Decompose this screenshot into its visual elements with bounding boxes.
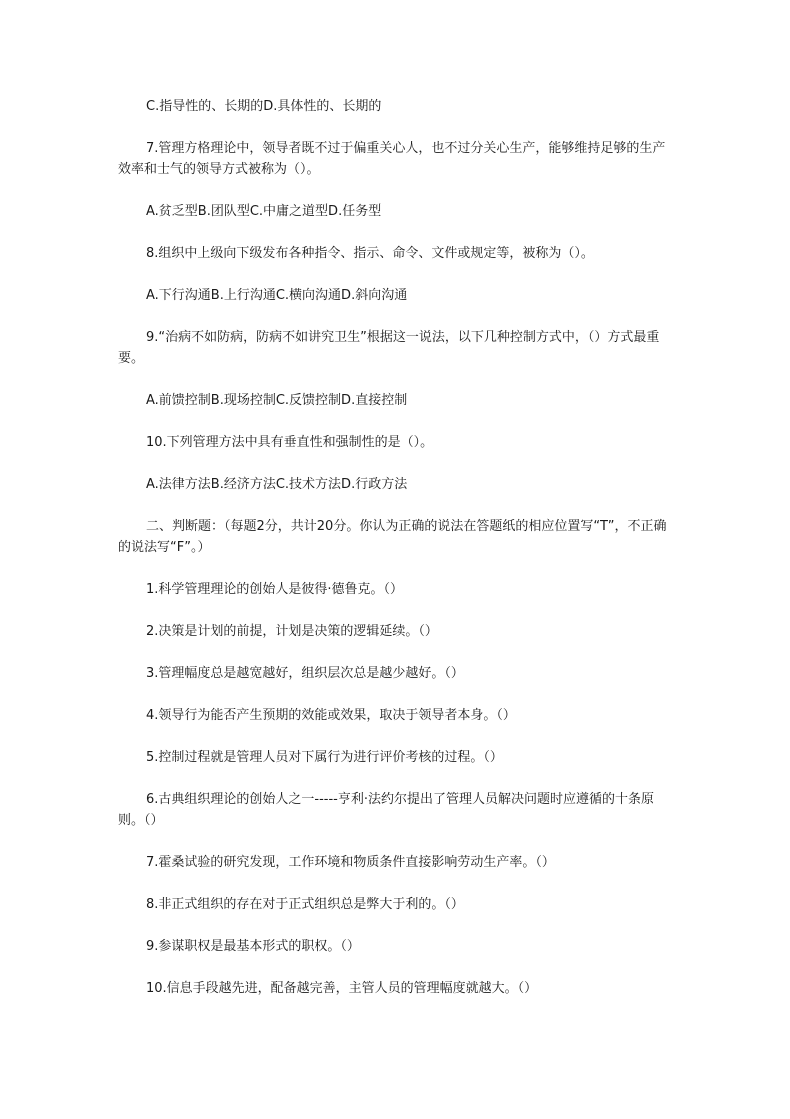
tf-question-7: 7.霍桑试验的研究发现，工作环境和物质条件直接影响劳动生产率。（） — [146, 855, 555, 870]
tf-question-10: 10.信息手段越先进，配备越完善，主管人员的管理幅度就越大。（） — [146, 981, 538, 996]
section-heading-true-false: 二、判断题：（每题2分，共计20分。你认为正确的说法在答题纸的相应位置写“T”，不正确的说法写“F”。） — [118, 519, 667, 555]
question-7: 7.管理方格理论中，领导者既不过于偏重关心人，也不过分关心生产，能够维持足够的生产效率和士气的领导方式被称为（）。 — [118, 141, 666, 177]
question-8: 8.组织中上级向下级发布各种指令、指示、命令、文件或规定等，被称为（）。 — [146, 246, 594, 261]
tf-question-6: 6.古典组织理论的创始人之一-----亨利·法约尔提出了管理人员解决问题时应遵循的十条原则。（） — [118, 792, 654, 828]
tf-question-9: 9.参谋职权是最基本形式的职权。（） — [146, 939, 360, 954]
tf-question-4: 4.领导行为能否产生预期的效能或效果，取决于领导者本身。（） — [146, 708, 516, 723]
options-9: A.前馈控制B.现场控制C.反馈控制D.直接控制 — [146, 393, 408, 408]
tf-question-3: 3.管理幅度总是越宽越好，组织层次总是越少越好。（） — [146, 666, 464, 681]
option-line-c-d: C.指导性的、长期的D.具体性的、长期的 — [146, 99, 382, 114]
tf-question-5: 5.控制过程就是管理人员对下属行为进行评价考核的过程。（） — [146, 750, 503, 765]
tf-question-1: 1.科学管理理论的创始人是彼得·德鲁克。（） — [146, 582, 404, 597]
options-8: A.下行沟通B.上行沟通C.横向沟通D.斜向沟通 — [146, 288, 408, 303]
document-page — [118, 96, 673, 1020]
tf-question-2: 2.决策是计划的前提，计划是决策的逻辑延续。（） — [146, 624, 438, 639]
options-10: A.法律方法B.经济方法C.技术方法D.行政方法 — [146, 477, 408, 492]
tf-question-8: 8.非正式组织的存在对于正式组织总是弊大于利的。（） — [146, 897, 464, 912]
question-9: 9.“治病不如防病，防病不如讲究卫生”根据这一说法，以下几种控制方式中，（）方式最重要。 — [118, 330, 660, 366]
options-7: A.贫乏型B.团队型C.中庸之道型D.任务型 — [146, 204, 382, 219]
question-10: 10.下列管理方法中具有垂直性和强制性的是（）。 — [146, 435, 434, 450]
